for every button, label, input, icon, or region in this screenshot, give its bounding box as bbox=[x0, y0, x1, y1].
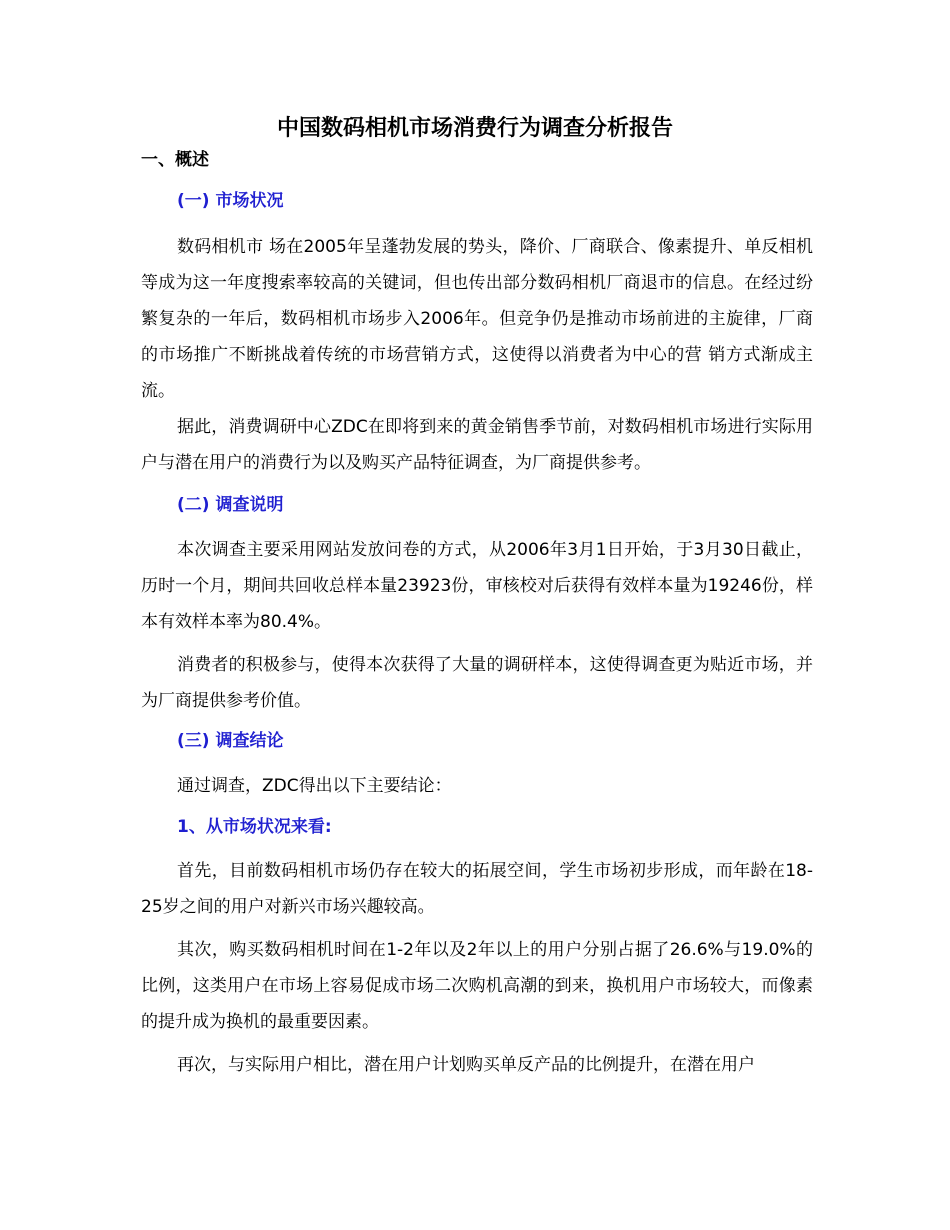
paragraph-point-1: 首先，目前数码相机市场仍存在较大的拓展空间，学生市场初步形成，而年龄在18-25岁之间的用户对新兴市场兴趣较高。 bbox=[141, 861, 813, 917]
paragraph-market-status-1: 数码相机市 场在2005年呈蓬勃发展的势头，降价、厂商联合、像素提升、单反相机等成为这一年度搜索率较高的关键词，但也传出部分数码相机厂商退市的信息。在经过纷 繁复杂的一年后，数码相机市场步入2006年。但竞争仍是推动市场前进的主旋律，厂商的市场推广不断挑战着传统的市场营销方式，这使得以消费者为中心的营 销方式渐成主流。 bbox=[141, 237, 813, 401]
paragraph-point-3: 再次，与实际用户相比，潜在用户计划购买单反产品的比例提升，在潜在用户 bbox=[177, 1055, 755, 1075]
point-heading-market-status: 1、从市场状况来看: bbox=[177, 817, 332, 837]
document-title: 中国数码相机市场消费行为调查分析报告 bbox=[276, 116, 673, 141]
section-heading-overview: 一、概述 bbox=[141, 150, 209, 170]
paragraph-point-2: 其次，购买数码相机时间在1-2年以及2年以上的用户分别占据了26.6%与19.0%的比例，这类用户在市场上容易促成市场二次购机高潮的到来，换机用户市场较大，而像素的提升成为换机的最重要因素。 bbox=[141, 940, 813, 1032]
subsection-heading-conclusions: (三) 调查结论 bbox=[177, 731, 284, 751]
subsection-heading-survey-description: (二) 调查说明 bbox=[177, 495, 284, 515]
paragraph-survey-description-1: 本次调查主要采用网站发放问卷的方式，从2006年3月1日开始，于3月30日截止，历时一个月，期间共回收总样本量23923份，审核校对后获得有效样本量为19246份，样本有效样本率为80.4%。 bbox=[141, 540, 813, 632]
paragraph-survey-description-2: 消费者的积极参与，使得本次获得了大量的调研样本，这使得调查更为贴近市场，并为厂商提供参考价值。 bbox=[141, 655, 813, 711]
paragraph-market-status-2: 据此，消费调研中心ZDC在即将到来的黄金销售季节前，对数码相机市场进行实际用户与潜在用户的消费行为以及购买产品特征调查，为厂商提供参考。 bbox=[141, 417, 813, 473]
subsection-heading-market-status: (一) 市场状况 bbox=[177, 191, 284, 211]
paragraph-conclusions-intro: 通过调查，ZDC得出以下主要结论： bbox=[177, 776, 452, 796]
